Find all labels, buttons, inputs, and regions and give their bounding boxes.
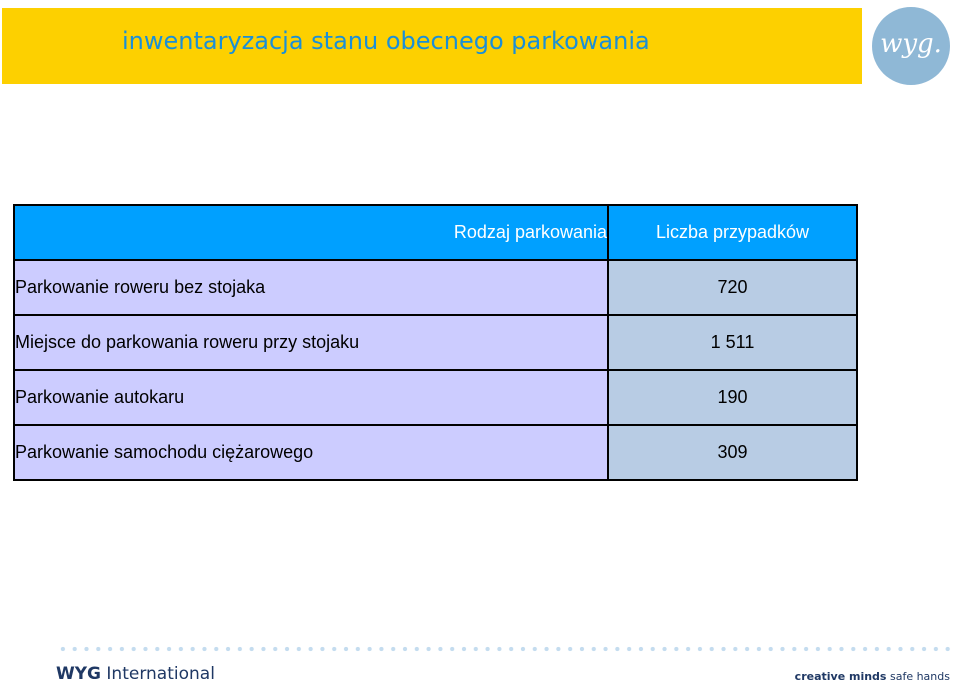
parking-table bbox=[13, 204, 858, 481]
wyg-logo bbox=[869, 4, 953, 88]
column-header-type: Rodzaj parkowania bbox=[14, 205, 608, 260]
footer-tagline-rest: safe hands bbox=[886, 670, 950, 683]
logo-text: wyg. bbox=[880, 29, 942, 59]
footer-tagline-bold: creative minds bbox=[794, 670, 887, 683]
dotted-divider bbox=[57, 646, 952, 652]
column-header-count: Liczba przypadków bbox=[608, 205, 857, 260]
footer-brand-bold: WYG bbox=[56, 664, 102, 684]
table-header-row bbox=[14, 205, 857, 260]
table-row bbox=[14, 370, 857, 425]
parking-type-cell: Parkowanie roweru bez stojaka bbox=[14, 260, 608, 315]
parking-type-cell: Parkowanie samochodu ciężarowego bbox=[14, 425, 608, 480]
footer-brand-rest: International bbox=[101, 664, 215, 684]
footer-brand bbox=[56, 664, 215, 684]
page-title: inwentaryzacja stanu obecnego parkowania bbox=[122, 27, 650, 55]
parking-type-cell: Parkowanie autokaru bbox=[14, 370, 608, 425]
table-row bbox=[14, 260, 857, 315]
parking-type-cell: Miejsce do parkowania roweru przy stojaku bbox=[14, 315, 608, 370]
table-row bbox=[14, 315, 857, 370]
count-cell: 720 bbox=[608, 260, 857, 315]
count-cell: 1 511 bbox=[608, 315, 857, 370]
table-row bbox=[14, 425, 857, 480]
count-cell: 190 bbox=[608, 370, 857, 425]
footer-tagline bbox=[795, 670, 950, 683]
count-cell: 309 bbox=[608, 425, 857, 480]
